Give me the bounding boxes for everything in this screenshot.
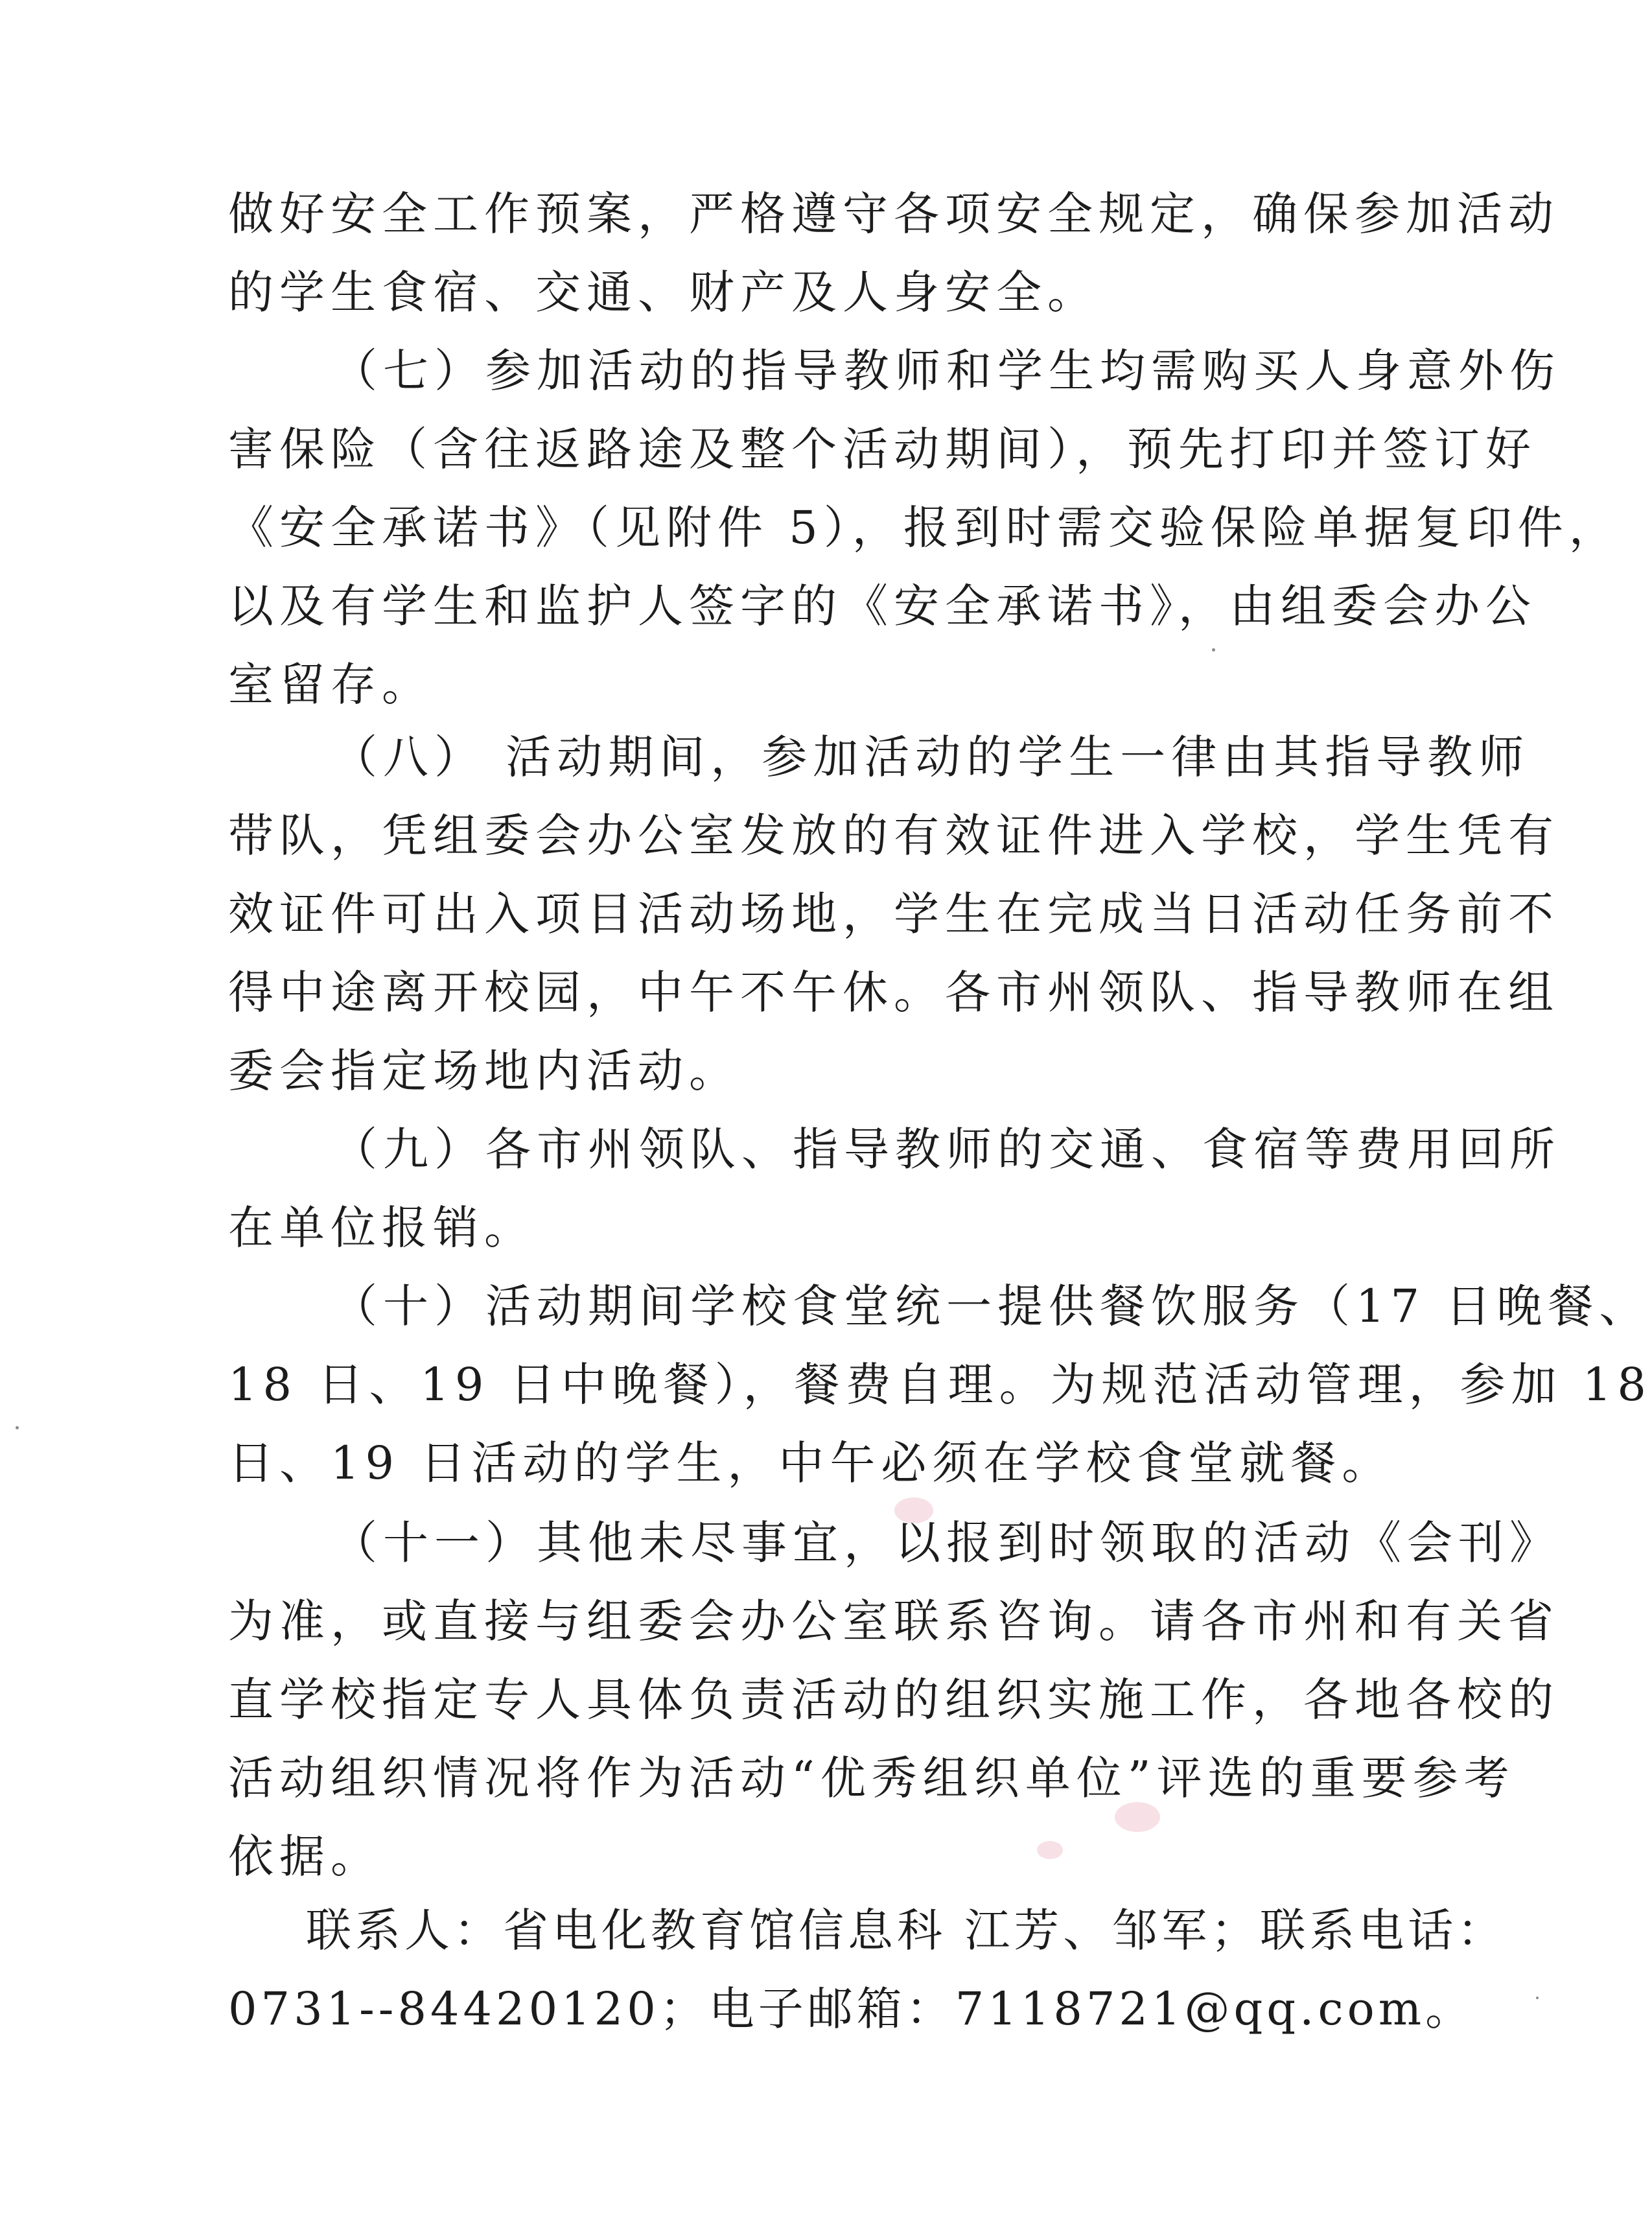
text-line: 《安全承诺书》（见附件 5），报到时需交验保险单据复印件， (228, 501, 1620, 554)
text-line: 得中途离开校园，中午不午休。各市州领队、指导教师在组 (228, 966, 1559, 1019)
contact-person-line: 联系人：省电化教育馆信息科 江芳、邹军；联系电话： (306, 1904, 1507, 1957)
text-line: 18 日、19 日中晚餐），餐费自理。为规范活动管理，参加 18 (228, 1358, 1652, 1411)
text-line: 以及有学生和监护人签字的《安全承诺书》，由组委会办公 (228, 580, 1537, 633)
text-line: （十一）其他未尽事宜，以报到时领取的活动《会刊》 (332, 1516, 1561, 1569)
contact-phone-email-line: 0731--84420120；电子邮箱：7118721@qq.com。 (228, 1982, 1475, 2035)
paragraph-expenses (228, 1110, 1561, 1267)
text-line: （九）各市州领队、指导教师的交通、食宿等费用回所 (332, 1123, 1561, 1176)
text-line: 活动组织情况将作为活动“优秀组织单位”评选的重要参考 (228, 1752, 1515, 1805)
paragraph-insurance (228, 332, 1620, 724)
text-line: 依据。 (228, 1830, 382, 1883)
text-line: 效证件可出入项目活动场地，学生在完成当日活动任务前不 (228, 887, 1559, 941)
paragraph-other-matters (228, 1504, 1561, 1896)
contact-info (228, 1892, 1507, 2048)
text-line: 直学校指定专人具体负责活动的组织实施工作，各地各校的 (228, 1673, 1559, 1726)
text-line: 委会指定场地内活动。 (228, 1044, 740, 1097)
paragraph-campus-rules (228, 718, 1559, 1110)
scan-speck (1536, 1997, 1539, 1999)
text-line: 害保险（含往返路途及整个活动期间），预先打印并签订好 (228, 423, 1537, 476)
text-line: （七）参加活动的指导教师和学生均需购买人身意外伤 (332, 344, 1561, 397)
text-line: 在单位报销。 (228, 1201, 535, 1254)
text-line: 日、19 日活动的学生，中午必须在学校食堂就餐。 (228, 1436, 1393, 1490)
scan-speck (16, 1426, 19, 1429)
text-line: 带队，凭组委会办公室发放的有效证件进入学校，学生凭有 (228, 809, 1559, 862)
text-line: （八） 活动期间，参加活动的学生一律由其指导教师 (332, 731, 1530, 784)
text-line: （十）活动期间学校食堂统一提供餐饮服务（17 日晚餐、 (332, 1280, 1651, 1333)
text-line: 为准，或直接与组委会办公室联系咨询。请各市州和有关省 (228, 1595, 1559, 1648)
text-line: 做好安全工作预案，严格遵守各项安全规定，确保参加活动 (228, 187, 1559, 240)
paragraph-safety-plan (228, 175, 1559, 332)
paragraph-meals (228, 1267, 1652, 1503)
text-line: 室留存。 (228, 658, 433, 711)
text-line: 的学生食宿、交通、财产及人身安全。 (228, 266, 1099, 319)
